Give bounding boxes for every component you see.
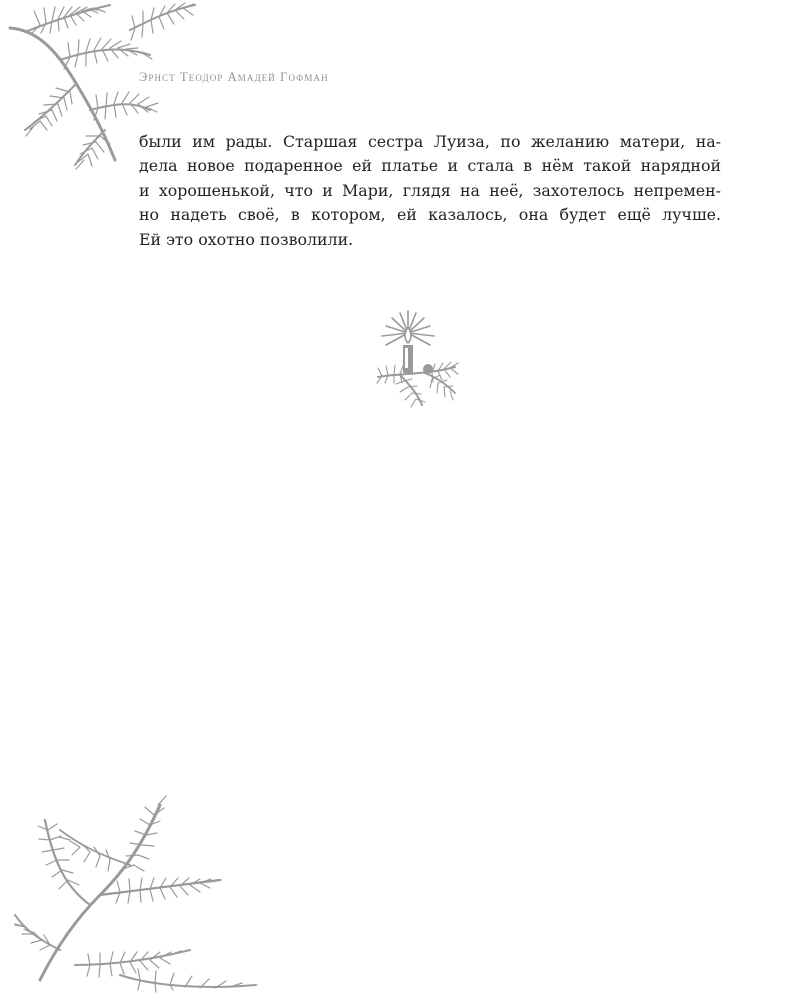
text-line: дела новое подаренное ей платье и стала в нём такой нарядной [139, 156, 721, 176]
fir-branch-bottom-icon [0, 790, 265, 1000]
body-paragraph [139, 130, 721, 252]
text-line: но надеть своё, в котором, ей казалось, она будет ещё лучше. [139, 205, 721, 225]
candle-with-fir-icon [370, 305, 465, 410]
text-line: Ей это охотно позволили. [139, 229, 354, 249]
text-line: и хорошенькой, что и Мари, глядя на неё, захотелось непремен- [139, 180, 721, 200]
running-head-author: Эрнст Теодор Амадей Гофман [139, 70, 329, 84]
text-line: были им рады. Старшая сестра Луиза, по желанию матери, на- [139, 132, 721, 151]
